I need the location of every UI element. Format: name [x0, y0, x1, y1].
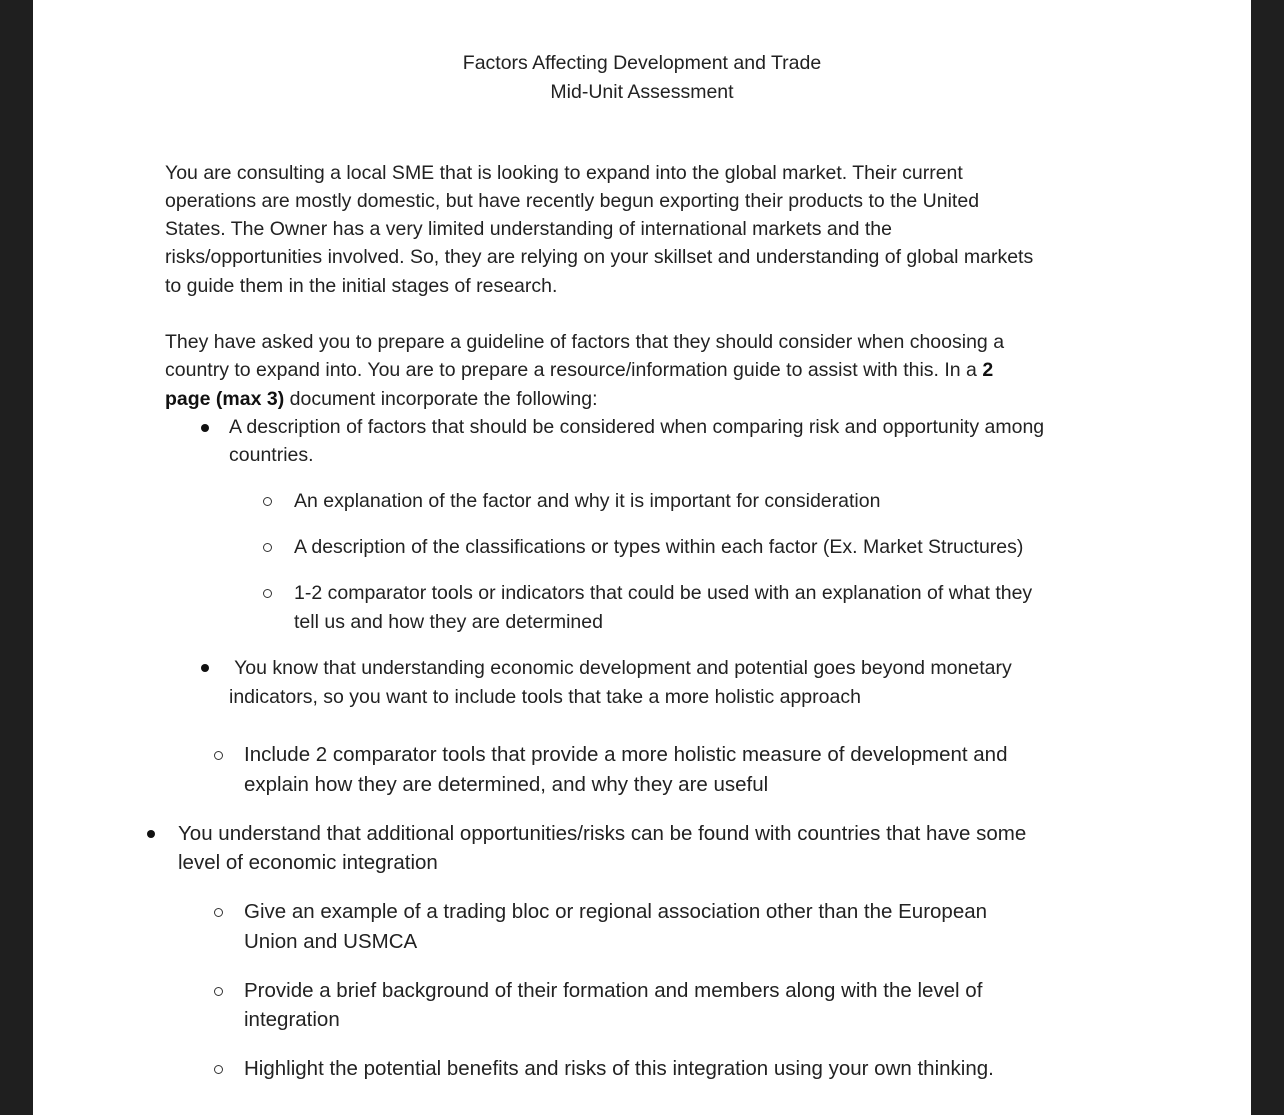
sub-list-item-text: Provide a brief background of their formation and members along with the level of [244, 979, 983, 1002]
bullet-circle [214, 987, 223, 996]
sub-list-item-text: explain how they are determined, and why they are useful [244, 773, 769, 796]
bullet-circle [214, 1065, 223, 1074]
bullet-dot [201, 424, 209, 432]
bullet-dot [147, 830, 155, 838]
intro-line: to guide them in the initial stages of research. [165, 275, 558, 297]
sub-list-item-text: tell us and how they are determined [294, 611, 603, 633]
intro-line: States. The Owner has a very limited understanding of international markets and the [165, 218, 892, 240]
intro-line: risks/opportunities involved. So, they are relying on your skillset and understanding of global markets [165, 246, 1034, 268]
bullet-circle [263, 589, 272, 598]
task-bold-text: page (max 3) [165, 388, 285, 410]
list-item-text: level of economic integration [178, 851, 438, 874]
bullet-circle [263, 543, 272, 552]
list-item-text: You know that understanding economic development and potential goes beyond monetary [229, 657, 1012, 679]
sub-list-item-text: 1-2 comparator tools or indicators that could be used with an explanation of what they [294, 582, 1033, 604]
doc-title: Factors Affecting Development and Trade [462, 52, 822, 74]
sub-list-item-text: A description of the classifications or types within each factor (Ex. Market Structures) [294, 536, 1024, 558]
task-line: They have asked you to prepare a guideline of factors that they should consider when choosing a [165, 331, 1005, 353]
bullet-dot [201, 664, 209, 672]
sub-list-item-text: Give an example of a trading bloc or regional association other than the European [244, 900, 988, 923]
sub-list-item-text: Union and USMCA [244, 930, 418, 953]
list-item-text: countries. [229, 444, 314, 466]
sub-list-item-text: Include 2 comparator tools that provide a more holistic measure of development and [244, 743, 1008, 766]
bullet-circle [214, 751, 223, 760]
list-item-text: A description of factors that should be considered when comparing risk and opportunity among [229, 416, 1045, 438]
task-line [165, 385, 598, 413]
task-text: country to expand into. You are to prepare a resource/information guide to assist with this. In a [165, 359, 983, 381]
intro-line: operations are mostly domestic, but have recently begun exporting their products to the United [165, 190, 980, 212]
sub-list-item-text: integration [244, 1008, 340, 1031]
document-page [33, 0, 1251, 1115]
doc-subtitle: Mid-Unit Assessment [550, 81, 734, 103]
list-item-text: You understand that additional opportunities/risks can be found with countries that have some [178, 822, 1027, 845]
bullet-circle [263, 497, 272, 506]
intro-line: You are consulting a local SME that is looking to expand into the global market. Their current [165, 162, 963, 184]
task-line [165, 356, 993, 384]
sub-list-item-text: Highlight the potential benefits and risks of this integration using your own thinking. [244, 1057, 994, 1080]
task-bold-text: 2 [982, 359, 994, 381]
sub-list-item-text: An explanation of the factor and why it is important for consideration [294, 490, 881, 512]
bullet-circle [214, 908, 223, 917]
list-item-text: indicators, so you want to include tools that take a more holistic approach [229, 686, 861, 708]
task-text: document incorporate the following: [284, 388, 598, 410]
